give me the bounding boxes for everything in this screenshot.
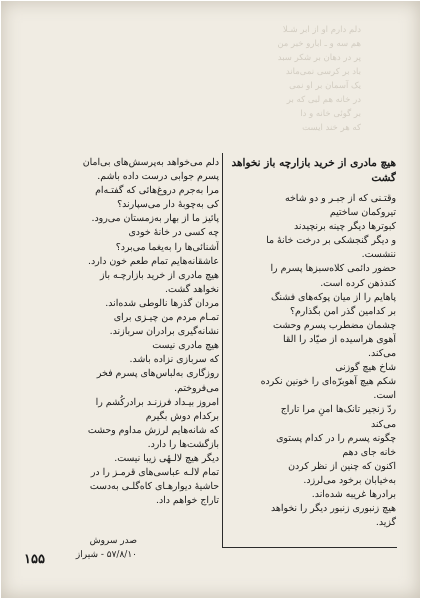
poem-end-rule xyxy=(222,547,397,548)
poem-line: آشنائی‌ها را به‌یغما می‌برد؟ xyxy=(115,241,219,253)
bleed-line: در خانه هم لبی که بر xyxy=(286,95,361,105)
poem-title: هیچ مادری از خرید بازارچه باز نخواهد گشت xyxy=(231,157,396,184)
poem-line: چه کسی در خانهٔ خودی xyxy=(128,227,219,239)
poem-line: تمام لالـه عباسی‌های قرمـز را در xyxy=(90,467,219,479)
poem-line: چشمان مضطرب پسرم وحشت xyxy=(273,319,396,331)
poem-line: بازگشت‌ها را دارد. xyxy=(147,438,219,450)
poem-line: به‌خیابان برخود می‌لرزد. xyxy=(303,474,396,486)
poem-signature xyxy=(61,534,137,562)
poem-line: پائیز ما از بهار به‌زمستان می‌رود. xyxy=(91,213,219,225)
poem-line: امروز بیـداد فرزنـد برادرکُشم را xyxy=(95,396,219,408)
poem-line: دلم می‌خواهد به‌پرسش‌های بی‌امان xyxy=(82,157,219,168)
poem-line: بر کدامین گذر امن بگذارم؟ xyxy=(290,305,396,317)
bleed-through-text xyxy=(151,23,361,141)
poem-line: پاهایم را از میان پوکه‌های فشنگ xyxy=(270,291,396,303)
poem-line: حضور دائمی کلاه‌سبزها پسرم را xyxy=(270,263,396,275)
poem-line: ردّ زنجیر تانک‌ها امنِ مرا تاراج xyxy=(280,404,396,416)
poem-line: روزگاری به‌لباس‌های پسرم فخر xyxy=(96,368,219,380)
bleed-line: یک آسمان بر او نمی xyxy=(289,81,361,91)
poem-line: شکم هیچ آهوبرّه‌ای را خونین نکرده xyxy=(260,376,396,388)
poem-line: اکنون که چنین از نظر کردن xyxy=(288,460,396,472)
left-poem-body xyxy=(59,156,219,508)
poem-line: هیچ زنبوری زنبور دیگر را نخواهد xyxy=(271,503,396,515)
bleed-line: بر گوئی خانه و دا xyxy=(300,109,361,119)
poem-line: مرا به‌جرم دروغ‌هائی که گفتـه‌ام xyxy=(95,185,219,197)
page-number: ۱۵۵ xyxy=(24,552,45,567)
poem-line: کبوترها دیگر چینه برنچیدند xyxy=(294,221,396,233)
poem-line: حاشیهٔ دیوارهـای کاه‌گلـی به‌دست xyxy=(89,481,219,493)
bleed-line: که هر خند ایست xyxy=(302,123,361,133)
poem-line: کی به‌چوبهٔ دار می‌سپارند؟ xyxy=(117,199,219,211)
poem-line: آهوی هراسیده از صیّاد را القا xyxy=(282,333,396,345)
poem-line: دیگر هیچ لالـهٔی زیبا نیست. xyxy=(114,452,219,464)
right-poem-body xyxy=(228,192,396,530)
poem-line: پسرم جوابی درست داده باشم. xyxy=(97,171,219,183)
poem-line: گزید. xyxy=(375,517,396,529)
left-poem-column xyxy=(59,156,219,534)
poem-line: تیروکمان ساختیم xyxy=(329,207,396,219)
bleed-line: پر در دهان بر شکر سبد xyxy=(277,53,361,63)
poem-line: و دیگر گنجشکی بر درخت خانهٔ ما xyxy=(266,235,396,247)
poem-line: است. xyxy=(373,390,396,402)
poem-line: برادرها غریبه شده‌اند. xyxy=(311,488,396,500)
poem-line: عاشقانه‌هایم تمام طعم خون دارد. xyxy=(87,255,219,267)
place-date: ۵۷/۸/۱۰ - شیراز xyxy=(75,550,137,560)
column-divider xyxy=(222,153,223,548)
bleed-line: باد بر کرسی نمی‌ماند xyxy=(285,67,361,77)
poem-line: هیچ مادری نیست xyxy=(152,340,219,352)
poem-line: نخواهد گشت. xyxy=(165,283,219,295)
right-poem-column xyxy=(228,156,396,558)
poem-line: چگونه پسرم را در کدام پستوی xyxy=(276,432,396,444)
poem-line: شاخ هیچ گوزنی xyxy=(335,362,396,374)
poem-line: که سربازی نزاده باشد. xyxy=(129,354,219,366)
poem-line: می‌فروختم. xyxy=(174,382,219,394)
author-name: صدر سروش xyxy=(89,536,137,546)
poem-line: می‌کند xyxy=(370,418,396,430)
poem-line: برکدام دوش بگیرم xyxy=(145,410,219,422)
poem-line: نشانه‌گیری برادران سربازند. xyxy=(109,326,219,338)
poem-line: وقتـنی که از جبـر و دو شاخه xyxy=(284,193,396,204)
bleed-line: دلم دارم او از ابر شـلا xyxy=(282,25,361,35)
poem-line: کندذهن کرده است. xyxy=(320,277,396,289)
poem-line: تمـام مردم من چیـزی برای xyxy=(113,312,219,324)
poem-line: که شانه‌هایم لرزش مداوم وحشت xyxy=(87,424,219,436)
poem-line: ننشست. xyxy=(361,249,396,261)
poem-line: هیچ مادری از خرید بازارچـه باز xyxy=(100,269,219,281)
book-page xyxy=(1,1,420,598)
poem-line: تاراج خواهم داد. xyxy=(156,495,219,507)
poem-line: خانه جای دهم xyxy=(342,446,396,458)
bleed-line: هم سه و ـ ابارو خبر من xyxy=(277,39,361,49)
poem-line: مردان گذرها نالوطی شده‌اند. xyxy=(105,297,219,309)
poem-line: می‌کند. xyxy=(367,348,396,360)
